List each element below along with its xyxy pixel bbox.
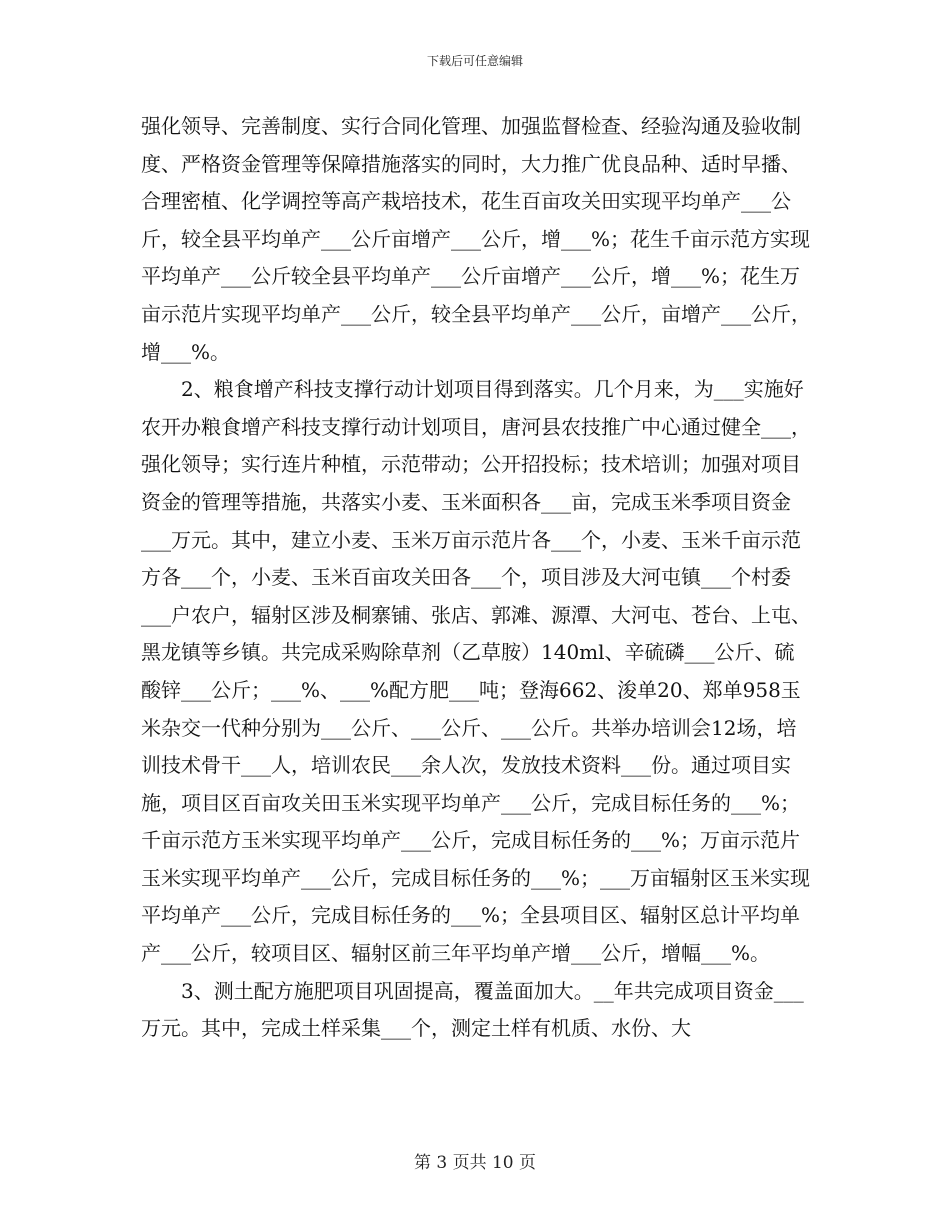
document-body [141,108,811,1048]
paragraph-3: 3、测土配方施肥项目巩固提高，覆盖面加大。__年共完成项目资金___万元。其中，完成土样采集___个，测定土样有机质、水份、大 [141,978,804,1041]
page-header: 下载后可任意编辑 [426,54,523,68]
page-footer: 第 3 页共 10 页 [413,1153,537,1173]
paragraph-2: 2、粮食增产科技支撑行动计划项目得到落实。几个月来，为___实施好农开办粮食增产科技支撑行动计划项目，唐河县农技推广中心通过健全___，强化领导；实行连片种植，示范带动；公开招投标；技术培训；加强对项目资金的管理等措施，共落实小麦、玉米面积各___亩，完成玉米季项目资金___万元。其中，建立小麦、玉米万亩示范片各___个，小麦、玉米千亩示范方各___个，小麦、玉米百亩攻关田各___个，项目涉及大河屯镇___个村委___户农户，辐射区涉及桐寨铺、张店、郭滩、源潭、大河屯、苍台、上屯、黑龙镇等乡镇。共完成采购除草剂（乙草胺）140ml、辛硫磷___公斤、硫酸锌___公斤；___%、___%配方肥___吨；登海662、浚单20、郑单958玉米杂交一代种分别为___公斤、___公斤、___公斤。共举办培训会12场，培训技术骨干___人，培训农民___余人次，发放技术资料___份。通过项目实施，项目区百亩攻关田玉米实现平均单产___公斤，完成目标任务的___%；千亩示范方玉米实现平均单产___公斤，完成目标任务的___%；万亩示范片玉米实现平均单产___公斤，完成目标任务的___%；___万亩辐射区玉米实现平均单产___公斤，完成目标任务的___%；全县项目区、辐射区总计平均单产___公斤，较项目区、辐射区前三年平均单产增___公斤，增幅___%。 [141,377,811,966]
paragraph-1: 强化领导、完善制度、实行合同化管理、加强监督检查、经验沟通及验收制度、严格资金管理等保障措施落实的同时，大力推广优良品种、适时早播、合理密植、化学调控等高产栽培技术，花生百亩攻关田实现平均单产___公斤，较全县平均单产___公斤亩增产___公斤，增___%；花生千亩示范方实现平均单产___公斤较全县平均单产___公斤亩增产___公斤，增___%；花生万亩示范片实现平均单产___公斤，较全县平均单产___公斤，亩增产___公斤，增___%。 [141,114,811,364]
